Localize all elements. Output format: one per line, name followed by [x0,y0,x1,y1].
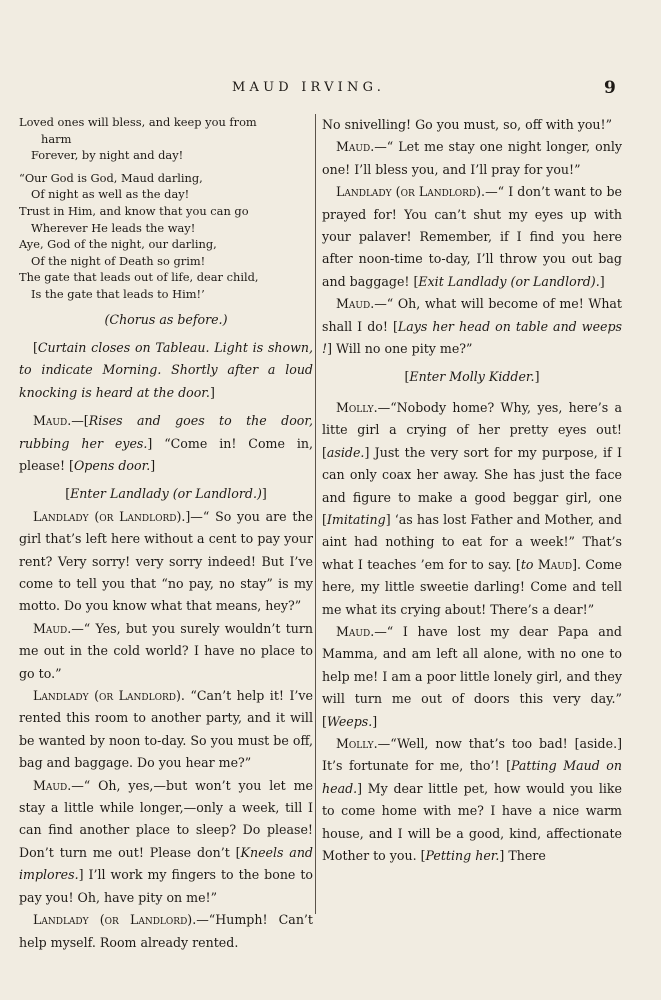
speaker-name: Maud. [336,623,375,639]
verse-line: The gate that leads out of life, dear child, [19,270,259,285]
dialogue-continuation: No snivelling! Go you must, so, off with you!” [322,117,613,132]
stage-direction-enter: [Enter Landlady (or Landlord.)] [65,486,267,502]
stage-direction-enter: [Enter Molly Kidder.] [404,369,540,385]
speaker-name: Molly. [336,735,378,751]
running-head [0,78,661,102]
dialogue-molly: Molly.—“Nobody home? Why, yes, here’s a litte girl a crying of her pretty eyes out! [aside.] Just the very sort for my purpose, if I can only coax her away. She has just the face and figure to make a good beggar girl, one [Imitating] ‘as has lost Father and Mother, and aint had nothing to eat for a week!” That’s what I teaches ’em for to say. [to Maud]. Come here, my little sweetie darling! Come and tell me what its crying about! There’s a dear!” [322,399,622,617]
dialogue-molly: Molly.—“Well, now that’s too bad! [aside.] It’s fortunate for me, tho’! [Patting Maud on head.] My dear little pet, how would you like to come home with me? I have a nice warm house, and I will be a good, kind, affectionate Mother to you. [Petting her.] There [322,735,622,863]
running-title: MAUD IRVING. [232,80,386,95]
speaker-name: Maud. [336,296,375,312]
right-column [322,114,622,867]
dialogue-maud: Maud.—“ Let me stay one night longer, only one! I’ll bless you, and I’ll pray for you!” [322,139,622,177]
speaker-name: Landlady (or Landlord). [33,688,185,704]
dialogue-landlady: Landlady (or Landlord).—“ I don’t want to be prayed for! You can’t shut my eyes up with your palaver! Remember, if I find you here after noon-time to-day, I’ll throw you out bag and baggage! [Exit Landlady (or Landlord).] [322,184,622,289]
dialogue-landlady: Landlady (or Landlord).—“Humph! Can’t help myself. Room already rented. [19,912,313,950]
verse-line: Of night as well as the day! [31,187,190,202]
verse-line: “Our God is God, Maud darling, [19,170,203,185]
verse-line: Loved ones will bless, and keep you from [19,115,257,129]
speaker-name: Landlady (or Landlord). [33,912,197,928]
dialogue-maud: Maud.—“ Yes, but you surely wouldn’t turn me out in the cold world? I have no place to go to.” [19,620,313,681]
speaker-name: Landlady (or Landlord). [33,508,186,524]
speaker-name: Molly. [336,399,378,415]
left-column [19,114,313,954]
column-divider [315,114,316,914]
dialogue-maud: Maud.—[Rises and goes to the door, rubbing her eyes.] “Come in! Come in, please! [Opens door.] [19,413,313,473]
verse-line: Trust in Him, and know that you can go [19,203,249,218]
verse-line: Forever, by night and day! [31,148,184,163]
dialogue-maud: Maud.—“ I have lost my dear Papa and Mamma, and am left all alone, with no one to help me! I am a poor little lonely girl, and they will turn me out of doors this very day.” [Weeps.] [322,623,622,729]
speaker-name: Landlady (or Landlord). [336,184,486,200]
verse-line: harm [41,131,72,146]
song-verse [19,114,313,303]
speaker-name: Maud. [33,777,72,793]
stage-direction-chorus: (Chorus as before.) [104,311,228,327]
verse-line: Is the gate that leads to Him!’ [31,286,205,301]
dialogue-landlady: Landlady (or Landlord).]—“ So you are the girl that’s left here without a cent to pay your rent? Very sorry! very sorry indeed! But I’ve come to tell you that “no pay, no stay” is my motto. Do you know what that means, hey?” [19,508,313,614]
verse-line: Of the night of Death so grim! [31,253,206,268]
speaker-name: Maud. [336,139,375,155]
verse-line: Wherever He leads the way! [31,220,196,235]
page-number: 9 [604,78,616,98]
speaker-name: Maud. [33,413,72,429]
verse-line: Aye, God of the night, our darling, [19,237,217,252]
dialogue-maud: Maud.—“ Oh, yes,—but won’t you let me stay a little while longer,—only a week, till I can find another place to sleep? Do please! Don’t turn me out! Please don’t [Kneels and implores.] I’ll work my fingers to the bone to pay you! Oh, have pity on me!” [19,777,313,905]
speaker-name: Maud. [33,620,72,636]
dialogue-landlady: Landlady (or Landlord). “Can’t help it! I’ve rented this room to another party, and it will be wanted by noon to-day. So you must be off, bag and baggage. Do you hear me?” [19,688,313,771]
dialogue-maud: Maud.—“ Oh, what will become of me! What shall I do! [Lays her head on table and weeps !] Will no one pity me?” [322,296,622,357]
stage-direction-curtain: [Curtain closes on Tableau. Light is shown, to indicate Morning. Shortly after a loud knocking is heard at the door.] [19,339,313,400]
